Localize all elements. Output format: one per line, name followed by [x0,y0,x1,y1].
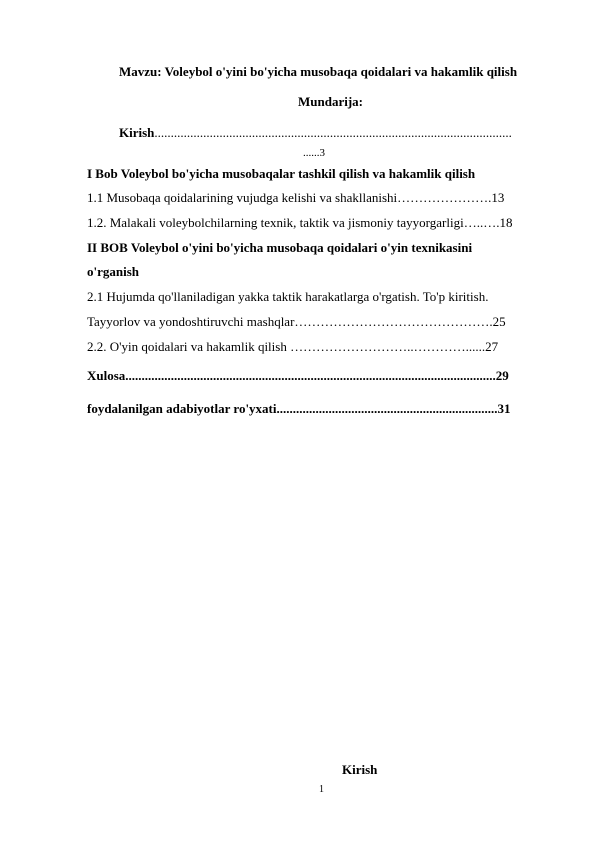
toc-item-1-1: 1.1 Musobaqa qoidalarining vujudga kelishi va shakllanishi………………….13 [87,190,505,205]
page-number: 1 [319,784,324,795]
chapter2-title-cont: o'rganish [87,264,140,279]
toc-intro-leader: .............................................................................................................. [154,125,512,140]
toc-references: foydalanilgan adabiyotlar ro'yxati....................................................................31 [87,401,511,416]
chapter1-title: I Bob Voleybol bo'yicha musobaqalar tashkil qilish va hakamlik qilish [87,166,476,181]
chapter2-title: II BOB Voleybol o'yini bo'yicha musobaqa qoidalari o'yin texnikasini [87,240,473,255]
toc-item-2-2: 2.2. O'yin qoidalari va hakamlik qilish ………………………..…………......27 [87,339,499,354]
toc-conclusion: Xulosa..................................................................................................................29 [87,368,509,383]
toc-intro-label: Kirish [119,125,155,140]
toc-intro-page: ......3 [303,147,325,159]
toc-item-1-2: 1.2. Malakali voleybolchilarning texnik, taktik va jismoniy tayyorgarligi…..….18 [87,215,513,230]
toc-item-2-1-cont: Tayyorlov va yondoshtiruvchi mashqlar……………………………………….25 [87,314,506,329]
document-title: Mavzu: Voleybol o'yini bo'yicha musobaqa qoidalari va hakamlik qilish [119,64,518,79]
toc-heading: Mundarija: [298,94,363,109]
footer-section-label: Kirish [342,762,378,777]
toc-intro-entry [119,125,512,141]
toc-item-2-1: 2.1 Hujumda qo'llaniladigan yakka taktik harakatlarga o'rgatish. To'p kiritish. [87,289,489,304]
